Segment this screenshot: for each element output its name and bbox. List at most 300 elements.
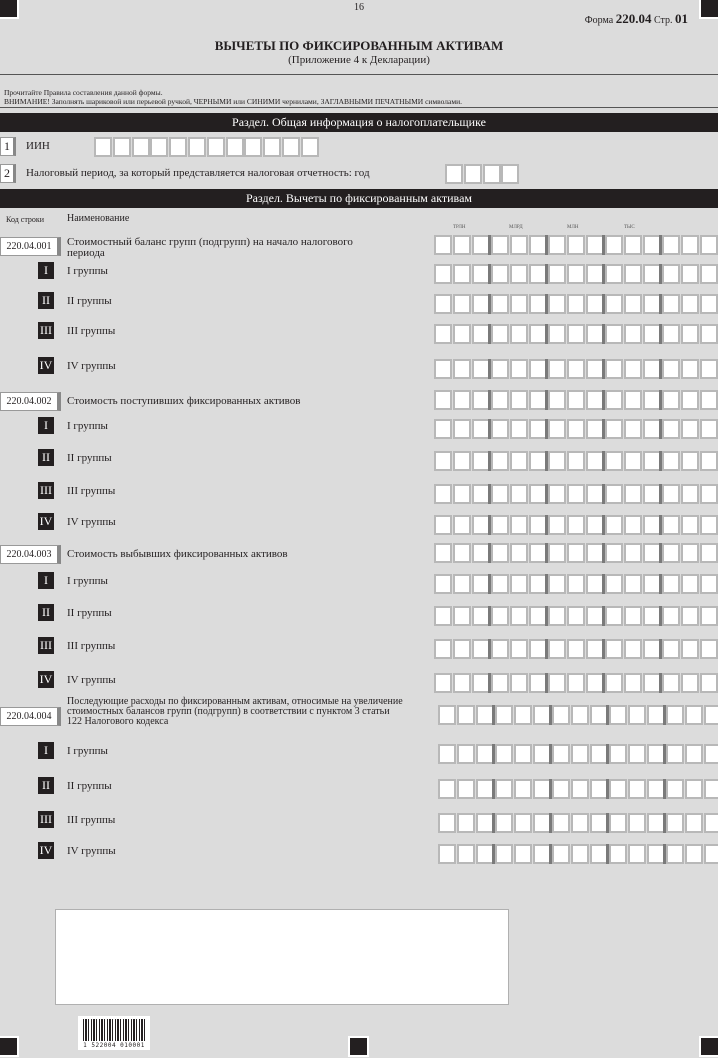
line-title: Стоимость выбывших фиксированных активов — [67, 548, 288, 560]
group-badge-iv: IV — [39, 843, 53, 857]
line-220.04.004-amount-digit-input[interactable] — [609, 705, 627, 725]
line-220.04.003-group-iii-digit-input[interactable] — [662, 639, 680, 659]
group-label: I группы — [67, 575, 108, 587]
line-220.04.003-group-iv-digit-input[interactable] — [548, 673, 566, 693]
line-code: 220.04.002 — [0, 392, 61, 411]
line-220.04.001-group-i-digit-input[interactable] — [662, 264, 680, 284]
line-220.04.001-amount-digit-input[interactable] — [681, 235, 699, 255]
registration-mark-bottom-right — [699, 1036, 718, 1057]
line-220.04.001-group-iv-digit-input[interactable] — [491, 359, 509, 379]
field-number-1: 1 — [0, 137, 16, 156]
line-220.04.002-amount-digit-input[interactable] — [662, 390, 680, 410]
line-220.04.001-amount-digit-input[interactable] — [548, 235, 566, 255]
group-label: II группы — [67, 295, 112, 307]
line-220.04.004-group-iii-digit-input[interactable] — [704, 813, 718, 833]
year-digit-input[interactable] — [464, 164, 482, 184]
line-220.04.002-group-iii-digit-input[interactable] — [624, 484, 642, 504]
line-220.04.003-group-iv-digit-input[interactable] — [662, 673, 680, 693]
line-220.04.002-group-ii-digit-input[interactable] — [605, 451, 623, 471]
line-220.04.004-group-ii-digit-input[interactable] — [495, 779, 513, 799]
line-220.04.002-group-iii-digit-input[interactable] — [453, 484, 471, 504]
line-220.04.004-group-i-digit-input[interactable] — [685, 744, 703, 764]
line-220.04.003-amount-digit-input[interactable] — [662, 543, 680, 563]
line-220.04.004-group-iii-digit-input[interactable] — [609, 813, 627, 833]
line-220.04.001-group-ii-digit-input[interactable] — [510, 294, 528, 314]
line-220.04.002-amount-digit-input[interactable] — [510, 390, 528, 410]
line-220.04.003-amount-digit-input[interactable] — [491, 543, 509, 563]
registration-mark-bottom-left — [0, 1036, 19, 1057]
iin-digit-input[interactable] — [301, 137, 319, 157]
line-220.04.002-group-iii-digit-input[interactable] — [510, 484, 528, 504]
group-label: III группы — [67, 640, 116, 652]
line-220.04.001-group-iii-digit-input[interactable] — [662, 324, 680, 344]
line-220.04.003-group-i-digit-input[interactable] — [434, 574, 452, 594]
form-identifier — [585, 11, 688, 27]
group-label: IV группы — [67, 845, 116, 857]
divider — [0, 107, 718, 108]
iin-digit-input[interactable] — [169, 137, 187, 157]
line-220.04.003-group-iii-digit-input[interactable] — [624, 639, 642, 659]
line-code: 220.04.003 — [0, 545, 61, 564]
line-220.04.004-group-i-digit-input[interactable] — [628, 744, 646, 764]
line-220.04.001-group-i-digit-input[interactable] — [548, 264, 566, 284]
line-220.04.003-group-ii-digit-input[interactable] — [510, 606, 528, 626]
line-220.04.004-group-ii-digit-input[interactable] — [628, 779, 646, 799]
line-220.04.002-group-i-digit-input[interactable] — [510, 419, 528, 439]
line-220.04.003-group-iii-digit-input[interactable] — [453, 639, 471, 659]
line-code: 220.04.004 — [0, 707, 61, 726]
line-220.04.003-group-ii-digit-input[interactable] — [434, 606, 452, 626]
line-220.04.003-amount-digit-input[interactable] — [548, 543, 566, 563]
line-220.04.001-group-ii-digit-input[interactable] — [434, 294, 452, 314]
line-220.04.003-group-iv-digit-input[interactable] — [453, 673, 471, 693]
group-badge-iii: III — [40, 483, 52, 497]
line-title: Стоимостный баланс групп (подгрупп) на начало налогового периода — [67, 236, 353, 259]
line-title: Последующие расходы по фиксированным активам, относимые на увеличение стоимостных балансов групп (подгрупп) в соответствии с пунктом 3 статьи 122 Налогового кодекса — [67, 696, 403, 727]
line-220.04.003-group-i-digit-input[interactable] — [605, 574, 623, 594]
line-220.04.001-group-i-digit-input[interactable] — [605, 264, 623, 284]
line-220.04.002-group-iii-digit-input[interactable] — [605, 484, 623, 504]
line-220.04.004-group-ii-digit-input[interactable] — [514, 779, 532, 799]
line-220.04.004-amount-digit-input[interactable] — [514, 705, 532, 725]
line-220.04.004-group-iii-digit-input[interactable] — [552, 813, 570, 833]
line-220.04.003-group-ii-digit-input[interactable] — [491, 606, 509, 626]
line-220.04.001-amount-digit-input[interactable] — [491, 235, 509, 255]
line-220.04.002-group-ii-digit-input[interactable] — [700, 451, 718, 471]
line-220.04.002-group-iv-digit-input[interactable] — [548, 515, 566, 535]
line-220.04.002-group-iii-digit-input[interactable] — [548, 484, 566, 504]
line-220.04.004-group-ii-digit-input[interactable] — [438, 779, 456, 799]
line-220.04.001-group-i-digit-input[interactable] — [434, 264, 452, 284]
line-220.04.004-group-iii-digit-input[interactable] — [514, 813, 532, 833]
line-220.04.002-group-ii-digit-input[interactable] — [434, 451, 452, 471]
line-220.04.004-group-iv-digit-input[interactable] — [457, 844, 475, 864]
line-220.04.004-group-iii-digit-input[interactable] — [438, 813, 456, 833]
line-220.04.001-group-ii-digit-input[interactable] — [624, 294, 642, 314]
line-220.04.004-group-iii-digit-input[interactable] — [685, 813, 703, 833]
line-220.04.001-group-iv-digit-input[interactable] — [624, 359, 642, 379]
group-label: II группы — [67, 452, 112, 464]
unit-label-billion: млрд — [509, 222, 523, 230]
line-220.04.001-group-iv-digit-input[interactable] — [510, 359, 528, 379]
line-220.04.001-group-iii-digit-input[interactable] — [491, 324, 509, 344]
iin-digit-input[interactable] — [226, 137, 244, 157]
line-220.04.002-group-ii-digit-input[interactable] — [510, 451, 528, 471]
line-220.04.004-amount-digit-input[interactable] — [666, 705, 684, 725]
line-title: Стоимость поступивших фиксированных активов — [67, 395, 301, 407]
line-220.04.004-group-iv-digit-input[interactable] — [571, 844, 589, 864]
line-220.04.003-group-iii-digit-input[interactable] — [434, 639, 452, 659]
line-220.04.004-group-i-digit-input[interactable] — [666, 744, 684, 764]
line-220.04.001-amount-digit-input[interactable] — [624, 235, 642, 255]
line-220.04.003-amount-digit-input[interactable] — [681, 543, 699, 563]
line-220.04.004-group-iii-digit-input[interactable] — [666, 813, 684, 833]
line-220.04.003-group-i-digit-input[interactable] — [624, 574, 642, 594]
line-220.04.001-group-i-digit-input[interactable] — [700, 264, 718, 284]
line-220.04.003-group-i-digit-input[interactable] — [453, 574, 471, 594]
line-220.04.001-group-i-digit-input[interactable] — [453, 264, 471, 284]
line-220.04.001-group-iii-digit-input[interactable] — [681, 324, 699, 344]
line-220.04.003-group-ii-digit-input[interactable] — [624, 606, 642, 626]
line-220.04.001-group-ii-digit-input[interactable] — [681, 294, 699, 314]
line-220.04.001-amount-digit-input[interactable] — [510, 235, 528, 255]
barcode-digits: 1 522004 010001 — [83, 1042, 145, 1049]
line-220.04.002-group-iv-digit-input[interactable] — [510, 515, 528, 535]
line-220.04.003-group-ii-digit-input[interactable] — [567, 606, 585, 626]
line-220.04.001-group-ii-digit-input[interactable] — [567, 294, 585, 314]
line-220.04.004-group-i-digit-input[interactable] — [552, 744, 570, 764]
line-code: 220.04.001 — [0, 237, 61, 256]
iin-digit-input[interactable] — [188, 137, 206, 157]
line-220.04.003-group-ii-digit-input[interactable] — [700, 606, 718, 626]
line-220.04.001-group-iii-digit-input[interactable] — [700, 324, 718, 344]
line-220.04.003-group-iv-digit-input[interactable] — [567, 673, 585, 693]
unit-label-thousand: тыс — [624, 222, 635, 230]
line-220.04.001-group-ii-digit-input[interactable] — [700, 294, 718, 314]
line-220.04.003-group-i-digit-input[interactable] — [681, 574, 699, 594]
line-220.04.003-group-i-digit-input[interactable] — [662, 574, 680, 594]
group-badge-iii: III — [40, 812, 52, 826]
line-220.04.002-group-i-digit-input[interactable] — [700, 419, 718, 439]
iin-digit-input[interactable] — [207, 137, 225, 157]
line-220.04.004-group-i-digit-input[interactable] — [438, 744, 456, 764]
line-220.04.002-group-i-digit-input[interactable] — [548, 419, 566, 439]
unit-label-million: млн — [567, 222, 579, 230]
line-220.04.003-amount-digit-input[interactable] — [453, 543, 471, 563]
year-digit-input[interactable] — [483, 164, 501, 184]
section-header-general: Раздел. Общая информация о налогоплательщике — [0, 113, 718, 132]
group-label: IV группы — [67, 674, 116, 686]
line-220.04.004-group-iv-digit-input[interactable] — [685, 844, 703, 864]
line-220.04.002-amount-digit-input[interactable] — [548, 390, 566, 410]
line-220.04.003-group-ii-digit-input[interactable] — [453, 606, 471, 626]
line-220.04.003-group-iii-digit-input[interactable] — [491, 639, 509, 659]
group-badge-iii: III — [40, 638, 52, 652]
line-220.04.001-group-ii-digit-input[interactable] — [453, 294, 471, 314]
line-220.04.004-group-ii-digit-input[interactable] — [704, 779, 718, 799]
line-220.04.004-amount-digit-input[interactable] — [552, 705, 570, 725]
line-220.04.003-group-iii-digit-input[interactable] — [548, 639, 566, 659]
line-220.04.002-group-iv-digit-input[interactable] — [605, 515, 623, 535]
line-220.04.002-group-ii-digit-input[interactable] — [491, 451, 509, 471]
page-subtitle: (Приложение 4 к Декларации) — [288, 54, 430, 66]
line-220.04.003-group-iv-digit-input[interactable] — [605, 673, 623, 693]
line-220.04.004-group-iii-digit-input[interactable] — [571, 813, 589, 833]
line-220.04.001-amount-digit-input[interactable] — [700, 235, 718, 255]
line-220.04.004-group-ii-digit-input[interactable] — [571, 779, 589, 799]
line-220.04.001-group-iii-digit-input[interactable] — [434, 324, 452, 344]
notes-area[interactable] — [55, 909, 509, 1005]
line-220.04.002-group-i-digit-input[interactable] — [605, 419, 623, 439]
group-label: I группы — [67, 420, 108, 432]
line-220.04.002-group-iii-digit-input[interactable] — [491, 484, 509, 504]
line-220.04.001-amount-digit-input[interactable] — [567, 235, 585, 255]
line-220.04.003-group-iv-digit-input[interactable] — [510, 673, 528, 693]
line-220.04.002-group-ii-digit-input[interactable] — [662, 451, 680, 471]
line-220.04.001-amount-digit-input[interactable] — [453, 235, 471, 255]
line-220.04.002-group-iii-digit-input[interactable] — [567, 484, 585, 504]
line-220.04.002-amount-digit-input[interactable] — [491, 390, 509, 410]
line-220.04.002-amount-digit-input[interactable] — [700, 390, 718, 410]
group-badge-i: I — [38, 262, 54, 279]
line-220.04.004-group-ii-digit-input[interactable] — [457, 779, 475, 799]
group-label: I группы — [67, 745, 108, 757]
line-220.04.002-group-i-digit-input[interactable] — [624, 419, 642, 439]
iin-digit-input[interactable] — [282, 137, 300, 157]
line-220.04.004-group-i-digit-input[interactable] — [571, 744, 589, 764]
line-220.04.001-group-iv-digit-input[interactable] — [681, 359, 699, 379]
line-220.04.003-amount-digit-input[interactable] — [434, 543, 452, 563]
line-220.04.004-amount-digit-input[interactable] — [685, 705, 703, 725]
line-220.04.003-group-iii-digit-input[interactable] — [510, 639, 528, 659]
line-220.04.002-group-i-digit-input[interactable] — [662, 419, 680, 439]
line-220.04.002-amount-digit-input[interactable] — [567, 390, 585, 410]
iin-digit-input[interactable] — [132, 137, 150, 157]
group-label: II группы — [67, 780, 112, 792]
group-badge-iv: IV — [39, 358, 53, 372]
line-220.04.002-amount-digit-input[interactable] — [624, 390, 642, 410]
group-badge-iv: IV — [39, 672, 53, 686]
line-220.04.002-amount-digit-input[interactable] — [434, 390, 452, 410]
line-220.04.004-group-iv-digit-input[interactable] — [609, 844, 627, 864]
line-220.04.003-amount-digit-input[interactable] — [700, 543, 718, 563]
line-220.04.004-group-iii-digit-input[interactable] — [457, 813, 475, 833]
column-header-name: Наименование — [67, 213, 130, 224]
instruction-line: Прочитайте Правила составления данной формы. — [4, 88, 163, 97]
line-220.04.004-group-i-digit-input[interactable] — [609, 744, 627, 764]
line-220.04.003-group-ii-digit-input[interactable] — [662, 606, 680, 626]
line-220.04.001-group-iv-digit-input[interactable] — [453, 359, 471, 379]
line-220.04.002-group-iv-digit-input[interactable] — [681, 515, 699, 535]
line-220.04.001-group-i-digit-input[interactable] — [510, 264, 528, 284]
line-220.04.004-group-i-digit-input[interactable] — [457, 744, 475, 764]
line-220.04.001-group-ii-digit-input[interactable] — [662, 294, 680, 314]
line-220.04.001-group-iv-digit-input[interactable] — [434, 359, 452, 379]
iin-digit-input[interactable] — [263, 137, 281, 157]
line-220.04.002-group-ii-digit-input[interactable] — [453, 451, 471, 471]
line-220.04.004-group-iv-digit-input[interactable] — [495, 844, 513, 864]
group-badge-iv: IV — [39, 514, 53, 528]
form-page: 01 — [675, 11, 688, 26]
line-220.04.004-group-ii-digit-input[interactable] — [552, 779, 570, 799]
divider — [0, 74, 718, 75]
line-220.04.003-amount-digit-input[interactable] — [510, 543, 528, 563]
line-220.04.004-group-i-digit-input[interactable] — [514, 744, 532, 764]
line-220.04.003-group-i-digit-input[interactable] — [491, 574, 509, 594]
line-220.04.003-group-ii-digit-input[interactable] — [548, 606, 566, 626]
line-220.04.004-group-iii-digit-input[interactable] — [495, 813, 513, 833]
group-label: III группы — [67, 814, 116, 826]
iin-digit-input[interactable] — [150, 137, 168, 157]
line-220.04.001-group-iv-digit-input[interactable] — [567, 359, 585, 379]
line-220.04.004-group-i-digit-input[interactable] — [495, 744, 513, 764]
line-220.04.003-group-iv-digit-input[interactable] — [624, 673, 642, 693]
group-badge-ii: II — [38, 604, 54, 621]
line-220.04.002-group-ii-digit-input[interactable] — [567, 451, 585, 471]
year-digit-input[interactable] — [445, 164, 463, 184]
line-220.04.001-group-ii-digit-input[interactable] — [605, 294, 623, 314]
line-220.04.001-amount-digit-input[interactable] — [434, 235, 452, 255]
line-220.04.004-group-iv-digit-input[interactable] — [704, 844, 718, 864]
line-220.04.001-group-iii-digit-input[interactable] — [624, 324, 642, 344]
iin-label: ИИН — [26, 140, 50, 152]
line-220.04.004-amount-digit-input[interactable] — [438, 705, 456, 725]
line-220.04.004-amount-digit-input[interactable] — [457, 705, 475, 725]
line-220.04.002-group-i-digit-input[interactable] — [434, 419, 452, 439]
group-badge-ii: II — [38, 449, 54, 466]
line-220.04.001-group-iii-digit-input[interactable] — [453, 324, 471, 344]
line-220.04.002-amount-digit-input[interactable] — [605, 390, 623, 410]
line-220.04.002-group-ii-digit-input[interactable] — [624, 451, 642, 471]
line-220.04.004-group-iv-digit-input[interactable] — [552, 844, 570, 864]
line-220.04.002-group-iv-digit-input[interactable] — [567, 515, 585, 535]
line-220.04.003-group-iii-digit-input[interactable] — [681, 639, 699, 659]
line-220.04.002-group-iii-digit-input[interactable] — [434, 484, 452, 504]
line-220.04.004-group-iv-digit-input[interactable] — [666, 844, 684, 864]
line-220.04.002-group-iv-digit-input[interactable] — [662, 515, 680, 535]
line-220.04.003-group-iii-digit-input[interactable] — [567, 639, 585, 659]
line-220.04.004-group-i-digit-input[interactable] — [704, 744, 718, 764]
form-label: Форма — [584, 15, 614, 26]
line-220.04.002-group-iv-digit-input[interactable] — [434, 515, 452, 535]
line-220.04.002-group-i-digit-input[interactable] — [453, 419, 471, 439]
line-220.04.001-group-iii-digit-input[interactable] — [605, 324, 623, 344]
line-220.04.001-group-iii-digit-input[interactable] — [548, 324, 566, 344]
instruction-warning: ВНИМАНИЕ! Заполнять шариковой или перьевой ручкой, ЧЕРНЫМИ или СИНИМИ чернилами, ЗАГЛАВНЫМИ ПЕЧАТНЫМИ символами. — [4, 97, 463, 106]
line-220.04.003-group-ii-digit-input[interactable] — [681, 606, 699, 626]
line-220.04.002-group-iv-digit-input[interactable] — [700, 515, 718, 535]
line-220.04.003-amount-digit-input[interactable] — [624, 543, 642, 563]
line-220.04.004-group-ii-digit-input[interactable] — [609, 779, 627, 799]
line-220.04.002-group-i-digit-input[interactable] — [491, 419, 509, 439]
year-digit-input[interactable] — [501, 164, 519, 184]
line-220.04.002-group-i-digit-input[interactable] — [681, 419, 699, 439]
line-220.04.004-group-iv-digit-input[interactable] — [514, 844, 532, 864]
line-220.04.002-group-iii-digit-input[interactable] — [681, 484, 699, 504]
barcode-bars — [83, 1019, 145, 1041]
line-220.04.004-group-iv-digit-input[interactable] — [438, 844, 456, 864]
line-220.04.001-amount-digit-input[interactable] — [662, 235, 680, 255]
line-220.04.003-group-i-digit-input[interactable] — [567, 574, 585, 594]
line-220.04.004-amount-digit-input[interactable] — [495, 705, 513, 725]
group-badge-i: I — [38, 417, 54, 434]
group-label: III группы — [67, 485, 116, 497]
group-label: IV группы — [67, 360, 116, 372]
line-220.04.004-group-ii-digit-input[interactable] — [666, 779, 684, 799]
column-header-code: Код строки — [6, 215, 45, 224]
line-220.04.003-group-i-digit-input[interactable] — [510, 574, 528, 594]
line-220.04.002-group-i-digit-input[interactable] — [567, 419, 585, 439]
line-220.04.002-group-ii-digit-input[interactable] — [548, 451, 566, 471]
line-220.04.002-group-iv-digit-input[interactable] — [491, 515, 509, 535]
barcode — [78, 1016, 150, 1050]
group-label: IV группы — [67, 516, 116, 528]
iin-digit-input[interactable] — [244, 137, 262, 157]
page-label: Стр. — [653, 15, 673, 26]
line-220.04.001-group-i-digit-input[interactable] — [624, 264, 642, 284]
section-header-deductions: Раздел. Вычеты по фиксированным активам — [0, 189, 718, 208]
line-220.04.004-group-iv-digit-input[interactable] — [628, 844, 646, 864]
line-220.04.004-amount-digit-input[interactable] — [628, 705, 646, 725]
line-220.04.003-group-iv-digit-input[interactable] — [700, 673, 718, 693]
line-220.04.003-group-i-digit-input[interactable] — [700, 574, 718, 594]
line-220.04.001-group-iv-digit-input[interactable] — [700, 359, 718, 379]
line-220.04.002-group-iii-digit-input[interactable] — [700, 484, 718, 504]
line-220.04.002-group-iv-digit-input[interactable] — [624, 515, 642, 535]
field-number-2: 2 — [0, 164, 16, 183]
group-label: III группы — [67, 325, 116, 337]
line-220.04.002-amount-digit-input[interactable] — [681, 390, 699, 410]
line-220.04.002-group-ii-digit-input[interactable] — [681, 451, 699, 471]
line-220.04.001-group-iii-digit-input[interactable] — [567, 324, 585, 344]
line-220.04.003-group-iii-digit-input[interactable] — [700, 639, 718, 659]
line-220.04.001-group-ii-digit-input[interactable] — [548, 294, 566, 314]
group-badge-i: I — [38, 742, 54, 759]
form-code: 220.04 — [615, 11, 652, 26]
line-220.04.001-group-iv-digit-input[interactable] — [662, 359, 680, 379]
line-220.04.001-group-iii-digit-input[interactable] — [510, 324, 528, 344]
line-220.04.002-group-iv-digit-input[interactable] — [453, 515, 471, 535]
line-220.04.003-group-iv-digit-input[interactable] — [491, 673, 509, 693]
line-220.04.003-group-ii-digit-input[interactable] — [605, 606, 623, 626]
group-label: II группы — [67, 607, 112, 619]
line-220.04.003-amount-digit-input[interactable] — [567, 543, 585, 563]
line-220.04.001-group-i-digit-input[interactable] — [567, 264, 585, 284]
line-220.04.003-group-iii-digit-input[interactable] — [605, 639, 623, 659]
iin-digit-input[interactable] — [94, 137, 112, 157]
line-220.04.001-group-i-digit-input[interactable] — [681, 264, 699, 284]
line-220.04.003-amount-digit-input[interactable] — [605, 543, 623, 563]
line-220.04.002-amount-digit-input[interactable] — [453, 390, 471, 410]
line-220.04.004-amount-digit-input[interactable] — [704, 705, 718, 725]
line-220.04.001-group-iv-digit-input[interactable] — [605, 359, 623, 379]
iin-digit-input[interactable] — [113, 137, 131, 157]
registration-mark-bottom-center — [348, 1036, 369, 1057]
line-220.04.001-amount-digit-input[interactable] — [605, 235, 623, 255]
tax-period-label: Налоговый период, за который представляется налоговая отчетность: год — [26, 167, 370, 179]
line-220.04.001-group-i-digit-input[interactable] — [491, 264, 509, 284]
line-220.04.004-group-ii-digit-input[interactable] — [685, 779, 703, 799]
line-220.04.002-group-iii-digit-input[interactable] — [662, 484, 680, 504]
line-220.04.003-group-i-digit-input[interactable] — [548, 574, 566, 594]
line-220.04.001-group-ii-digit-input[interactable] — [491, 294, 509, 314]
line-220.04.004-group-iii-digit-input[interactable] — [628, 813, 646, 833]
line-220.04.001-group-iv-digit-input[interactable] — [548, 359, 566, 379]
line-220.04.003-group-iv-digit-input[interactable] — [681, 673, 699, 693]
group-badge-ii: II — [38, 777, 54, 794]
line-220.04.003-group-iv-digit-input[interactable] — [434, 673, 452, 693]
line-220.04.004-amount-digit-input[interactable] — [571, 705, 589, 725]
